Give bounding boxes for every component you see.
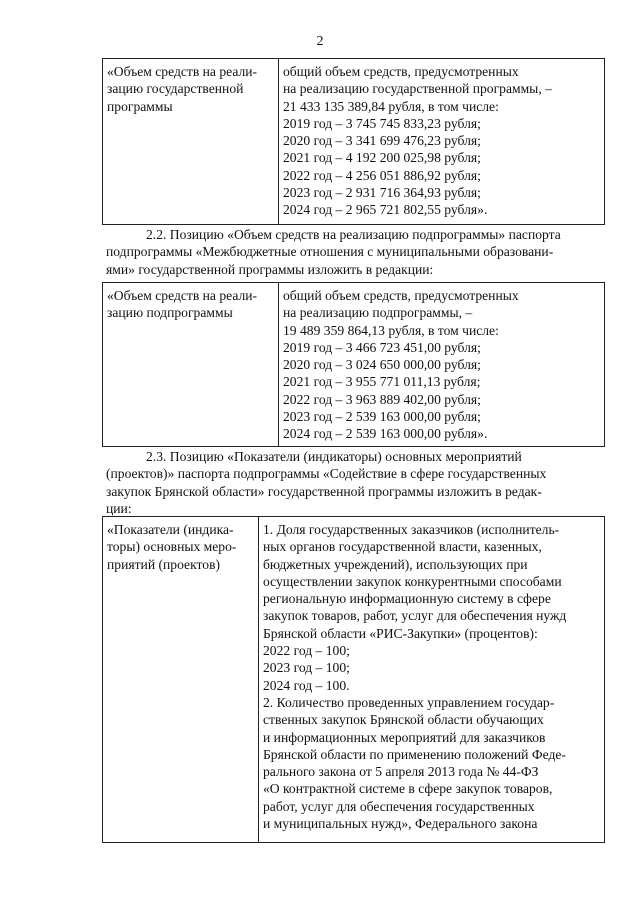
paragraph-line: ями» государственной программы изложить в редакции: bbox=[106, 261, 434, 277]
table-value-line: «О контрактной системе в сфере закупок товаров, bbox=[263, 781, 553, 797]
page-number: 2 bbox=[316, 34, 324, 49]
table-value-line: ных органов государственной власти, казенных, bbox=[263, 539, 542, 555]
table-value-line: 2024 год – 2 539 163 000,00 рубля». bbox=[283, 426, 488, 442]
table-value-line: 19 489 359 864,13 рубля, в том числе: bbox=[283, 322, 499, 338]
table-value-line: общий объем средств, предусмотренных bbox=[283, 64, 519, 79]
paragraph-line: 2.3. Позицию «Показатели (индикаторы) основных мероприятий bbox=[146, 449, 522, 464]
indicators-table bbox=[102, 516, 605, 843]
table-value-line: 2023 год – 2 931 716 364,93 рубля; bbox=[283, 185, 481, 201]
table-value-line: бюджетных учреждений), использующих при bbox=[263, 556, 528, 572]
table-label-cell bbox=[103, 283, 279, 447]
table-value-line: 2024 год – 100. bbox=[263, 677, 350, 693]
table-value-line: 2. Количество проведенных управлением государ- bbox=[263, 694, 555, 710]
table-value-line: региональную информационную систему в сфере bbox=[263, 591, 551, 607]
table-value-line: и информационных мероприятий для заказчиков bbox=[263, 729, 546, 745]
table-label-line: «Объем средств на реали- bbox=[107, 288, 258, 303]
table-value-cell bbox=[259, 517, 605, 843]
funding-table-program bbox=[102, 58, 605, 225]
paragraph-line: закупок Брянской области» государственной программы изложить в редак- bbox=[106, 483, 542, 499]
table-value-line: 2022 год – 3 963 889 402,00 рубля; bbox=[283, 391, 481, 407]
table-value-line: 2019 год – 3 466 723 451,00 рубля; bbox=[283, 339, 481, 355]
table-value-line: на реализацию подпрограммы, – bbox=[283, 305, 473, 321]
paragraph-2-2 bbox=[106, 226, 602, 278]
table-value-line: 2022 год – 100; bbox=[263, 643, 350, 659]
table-value-line: общий объем средств, предусмотренных bbox=[283, 288, 519, 303]
funding-table-subprogram bbox=[102, 282, 605, 447]
table-value-line: 2021 год – 3 955 771 011,13 рубля; bbox=[283, 374, 481, 390]
table-value-line: ственных закупок Брянской области обучающих bbox=[263, 712, 544, 728]
table-value-line: работ, услуг для обеспечения государственных bbox=[263, 798, 535, 814]
table-label-cell bbox=[103, 517, 259, 843]
table-value-line: 2020 год – 3 024 650 000,00 рубля; bbox=[283, 357, 481, 373]
table-value-cell bbox=[279, 59, 605, 225]
table-value-line: 2020 год – 3 341 699 476,23 рубля; bbox=[283, 133, 481, 149]
table-value-line: 2019 год – 3 745 745 833,23 рубля; bbox=[283, 115, 481, 131]
table-value-line: 2023 год – 100; bbox=[263, 660, 350, 676]
table-value-line: Брянской области по применению положений Феде- bbox=[263, 746, 566, 762]
table-value-line: 1. Доля государственных заказчиков (исполнитель- bbox=[263, 522, 560, 537]
table-value-cell bbox=[279, 283, 605, 447]
table-label-line: зацию подпрограммы bbox=[107, 305, 233, 321]
table-label-line: «Показатели (индика- bbox=[107, 522, 234, 537]
table-label-line: программы bbox=[107, 98, 173, 114]
table-value-line: Брянской области «РИС-Закупки» (процентов): bbox=[263, 625, 538, 641]
table-value-line: и муниципальных нужд», Федерального закона bbox=[263, 816, 538, 832]
table-label-cell bbox=[103, 59, 279, 225]
table-label-line: зацию государственной bbox=[107, 81, 244, 97]
paragraph-line: ции: bbox=[106, 501, 132, 517]
table-value-line: 2022 год – 4 256 051 886,92 рубля; bbox=[283, 167, 481, 183]
table-label-line: торы) основных меро- bbox=[107, 539, 237, 555]
table-value-line: 2023 год – 2 539 163 000,00 рубля; bbox=[283, 409, 481, 425]
table-value-line: 21 433 135 389,84 рубля, в том числе: bbox=[283, 98, 499, 114]
paragraph-line: подпрограммы «Межбюджетные отношения с муниципальными образовани- bbox=[106, 244, 554, 260]
table-value-line: 2021 год – 4 192 200 025,98 рубля; bbox=[283, 150, 481, 166]
paragraph-line: 2.2. Позицию «Объем средств на реализацию подпрограммы» паспорта bbox=[146, 227, 561, 242]
table-value-line: на реализацию государственной программы, – bbox=[283, 81, 552, 97]
table-value-line: 2024 год – 2 965 721 802,55 рубля». bbox=[283, 202, 488, 218]
table-label-line: приятий (проектов) bbox=[107, 556, 221, 572]
table-value-line: осуществлении закупок конкурентными способами bbox=[263, 573, 562, 589]
table-value-line: закупок товаров, работ, услуг для обеспечения нужд bbox=[263, 608, 567, 624]
paragraph-line: (проектов)» паспорта подпрограммы «Содействие в сфере государственных bbox=[106, 466, 547, 482]
table-label-line: «Объем средств на реали- bbox=[107, 64, 258, 79]
paragraph-2-3 bbox=[106, 448, 602, 518]
table-value-line: рального закона от 5 апреля 2013 года № 44-ФЗ bbox=[263, 764, 539, 780]
